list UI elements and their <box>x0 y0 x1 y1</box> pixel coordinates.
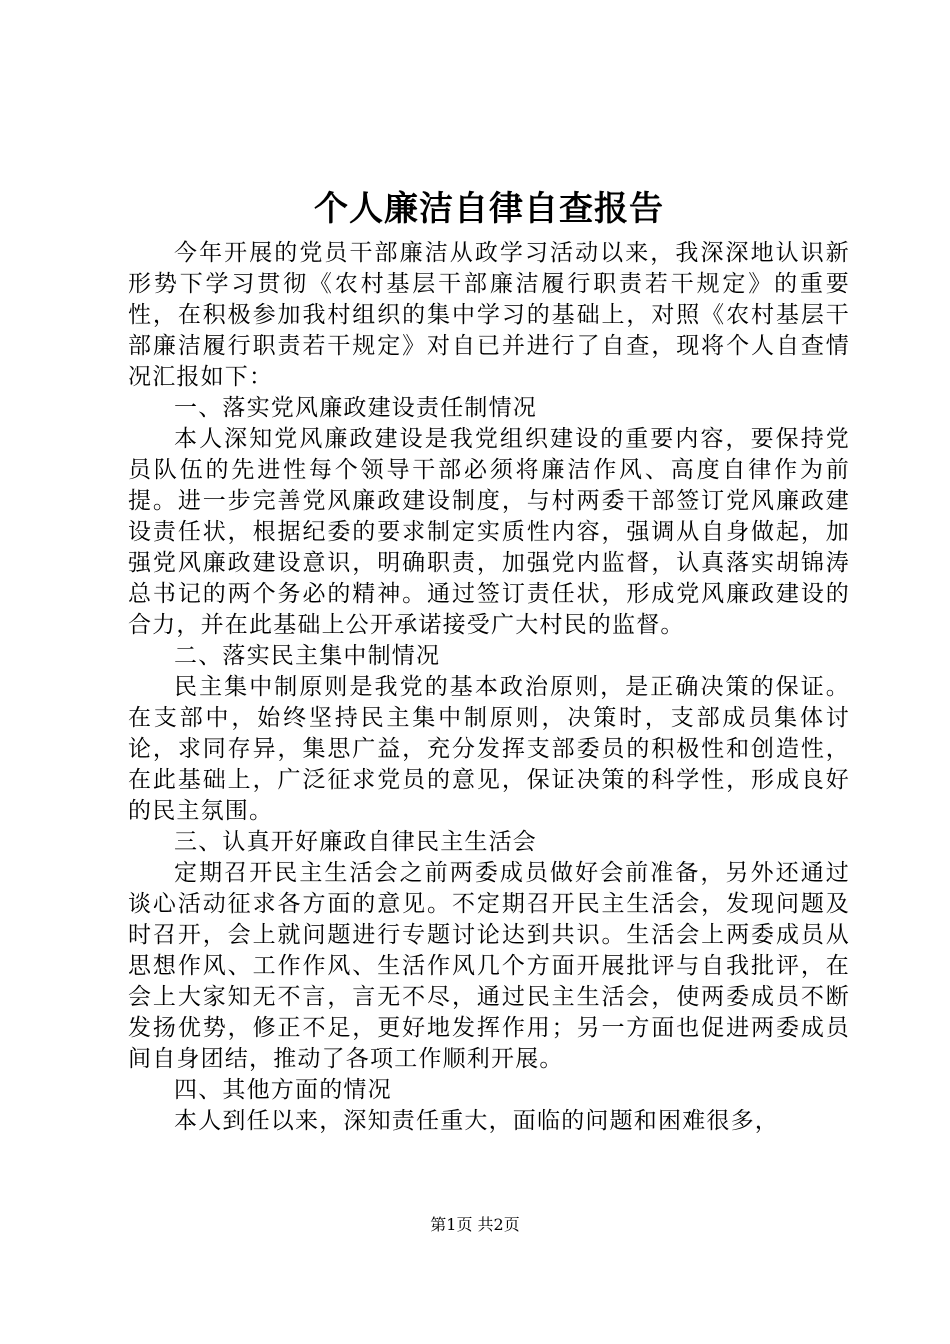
section-heading-2: 二、落实民主集中制情况 <box>174 643 441 669</box>
page-footer: 第1页 共2页 <box>430 1215 520 1234</box>
section-2-paragraph: 民主集中制原则是我党的基本政治原则，是正确决策的保证。在支部中，始终坚持民主集中制原则，决策时，支部成员集体讨论，求同存异，集思广益，充分发挥支部委员的积极性和创造性，在此基础上，广泛征求党员的意见，保证决策的科学性，形成良好的民主氛围。 <box>128 674 850 824</box>
intro-paragraph: 今年开展的党员干部廉洁从政学习活动以来，我深深地认识新形势下学习贯彻《农村基层干部廉洁履行职责若干规定》的重要性，在积极参加我村组织的集中学习的基础上，对照《农村基层干部廉洁履行职责若干规定》对自已并进行了自查，现将个人自查情况汇报如下： <box>128 240 850 390</box>
section-4-paragraph: 本人到任以来，深知责任重大，面临的问题和困难很多， <box>174 1108 779 1134</box>
section-heading-3: 三、认真开好廉政自律民主生活会 <box>174 829 537 855</box>
section-heading-4: 四、其他方面的情况 <box>174 1077 392 1103</box>
section-3-paragraph: 定期召开民主生活会之前两委成员做好会前准备，另外还通过谈心活动征求各方面的意见。不定期召开民主生活会，发现问题及时召开，会上就问题进行专题讨论达到共识。生活会上两委成员从思想作风、工作作风、生活作风几个方面开展批评与自我批评，在会上大家知无不言，言无不尽，通过民主生活会，使两委成员不断发扬优势，修正不足，更好地发挥作用；另一方面也促进两委成员间自身团结，推动了各项工作顺利开展。 <box>128 860 850 1072</box>
section-1-paragraph: 本人深知党风廉政建设是我党组织建设的重要内容，要保持党员队伍的先进性每个领导干部必须将廉洁作风、高度自律作为前提。进一步完善党风廉政建设制度，与村两委干部签订党风廉政建设责任状，根据纪委的要求制定实质性内容，强调从自身做起，加强党风廉政建设意识，明确职责，加强党内监督，认真落实胡锦涛总书记的两个务必的精神。通过签订责任状，形成党风廉政建设的合力，并在此基础上公开承诺接受广大村民的监督。 <box>128 426 850 638</box>
section-heading-1: 一、落实党风廉政建设责任制情况 <box>174 395 537 421</box>
document-page <box>128 180 850 1137</box>
document-title: 个人廉洁自律自查报告 <box>314 189 664 229</box>
document-body <box>128 238 850 1137</box>
